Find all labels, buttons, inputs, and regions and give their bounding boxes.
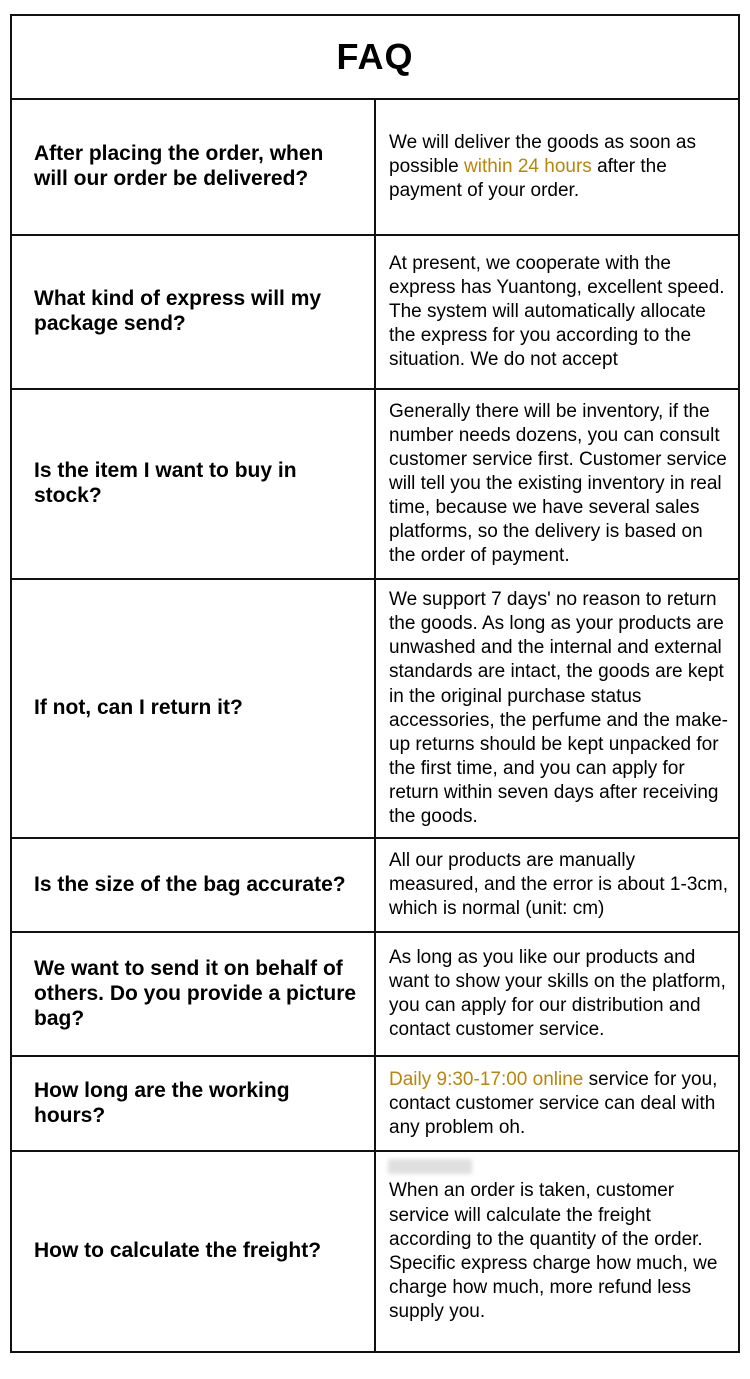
faq-answer-cell — [375, 389, 739, 579]
answer-text: At present, we cooperate with the express has Yuantong, excellent speed. The system will automatically allocate the express for you according to the situation. We do not accept — [389, 252, 725, 371]
faq-row — [11, 1056, 739, 1151]
faq-row — [11, 838, 739, 932]
answer-paragraph — [389, 1179, 728, 1324]
question-text: How to calculate the freight? — [34, 1239, 322, 1263]
question-text: After placing the order, when will our order be delivered? — [34, 142, 324, 190]
faq-row — [11, 235, 739, 389]
faq-answer-cell — [375, 99, 739, 235]
faq-title-row — [11, 15, 739, 99]
faq-answer-cell — [375, 932, 739, 1056]
faq-row — [11, 932, 739, 1056]
faq-question-cell — [11, 579, 375, 838]
answer-text: after the payment of your order. — [389, 155, 667, 202]
faq-question-cell — [11, 932, 375, 1056]
faq-row — [11, 1151, 739, 1352]
faq-row — [11, 579, 739, 838]
question-text: We want to send it on behalf of others. Do you provide a picture bag? — [34, 957, 357, 1030]
faq-question-cell — [11, 1056, 375, 1151]
answer-paragraph — [389, 588, 728, 829]
answer-paragraph — [389, 400, 728, 569]
faq-title-cell — [11, 15, 739, 99]
answer-text: As long as you like our products and want to show your skills on the platform, you can apply for our distribution and contact customer service. — [389, 947, 726, 1041]
answer-highlight: Daily 9:30-17:00 online — [389, 1068, 584, 1090]
answer-highlight: within 24 hours — [464, 155, 592, 177]
faq-row — [11, 389, 739, 579]
faq-answer-cell — [375, 1151, 739, 1352]
faq-answer-cell — [375, 579, 739, 838]
question-text: What kind of express will my package send? — [34, 287, 322, 335]
answer-paragraph — [389, 1068, 728, 1140]
answer-paragraph — [389, 131, 728, 203]
question-text: Is the size of the bag accurate? — [34, 872, 346, 896]
page-title: FAQ — [336, 36, 414, 77]
answer-text: We will deliver the goods as soon as possible — [389, 131, 696, 177]
faq-answer-cell — [375, 1056, 739, 1151]
faq-question-cell — [11, 389, 375, 579]
question-text: How long are the working hours? — [34, 1078, 290, 1127]
faq-question-cell — [11, 1151, 375, 1352]
faq-question-cell — [11, 838, 375, 932]
answer-text: Generally there will be inventory, if the number needs dozens, you can consult customer service first. Customer service will tell you the existing inventory in real time, because we have several sales platforms, so the delivery is based on the order of payment. — [389, 400, 727, 567]
answer-paragraph — [389, 252, 728, 373]
answer-text: We support 7 days' no reason to return the goods. As long as your products are unwashed and the internal and external standards are intact, the goods are kept in the original purchase status accessories, the perfume and the make-up returns should be kept unpacked for the first time, and you can apply for return within seven days after receiving the goods. — [389, 589, 729, 828]
faq-table — [10, 14, 740, 1353]
faq-row — [11, 99, 739, 235]
answer-text: When an order is taken, customer service will calculate the freight according to the quantity of the order. Specific express charge how much, we charge how much, more refund less supply you. — [389, 1180, 718, 1322]
question-text: If not, can I return it? — [34, 696, 243, 720]
answer-text: All our products are manually measured, and the error is about 1-3cm, which is normal (unit: cm) — [389, 850, 729, 920]
faq-question-cell — [11, 235, 375, 389]
answer-paragraph — [389, 849, 728, 921]
question-text: Is the item I want to buy in stock? — [34, 459, 297, 507]
faq-question-cell — [11, 99, 375, 235]
faq-answer-cell — [375, 838, 739, 932]
answer-text: service for you, contact customer service can deal with any problem oh. — [389, 1068, 718, 1138]
answer-paragraph — [389, 946, 728, 1043]
faded-watermark — [388, 1159, 472, 1174]
faq-answer-cell — [375, 235, 739, 389]
